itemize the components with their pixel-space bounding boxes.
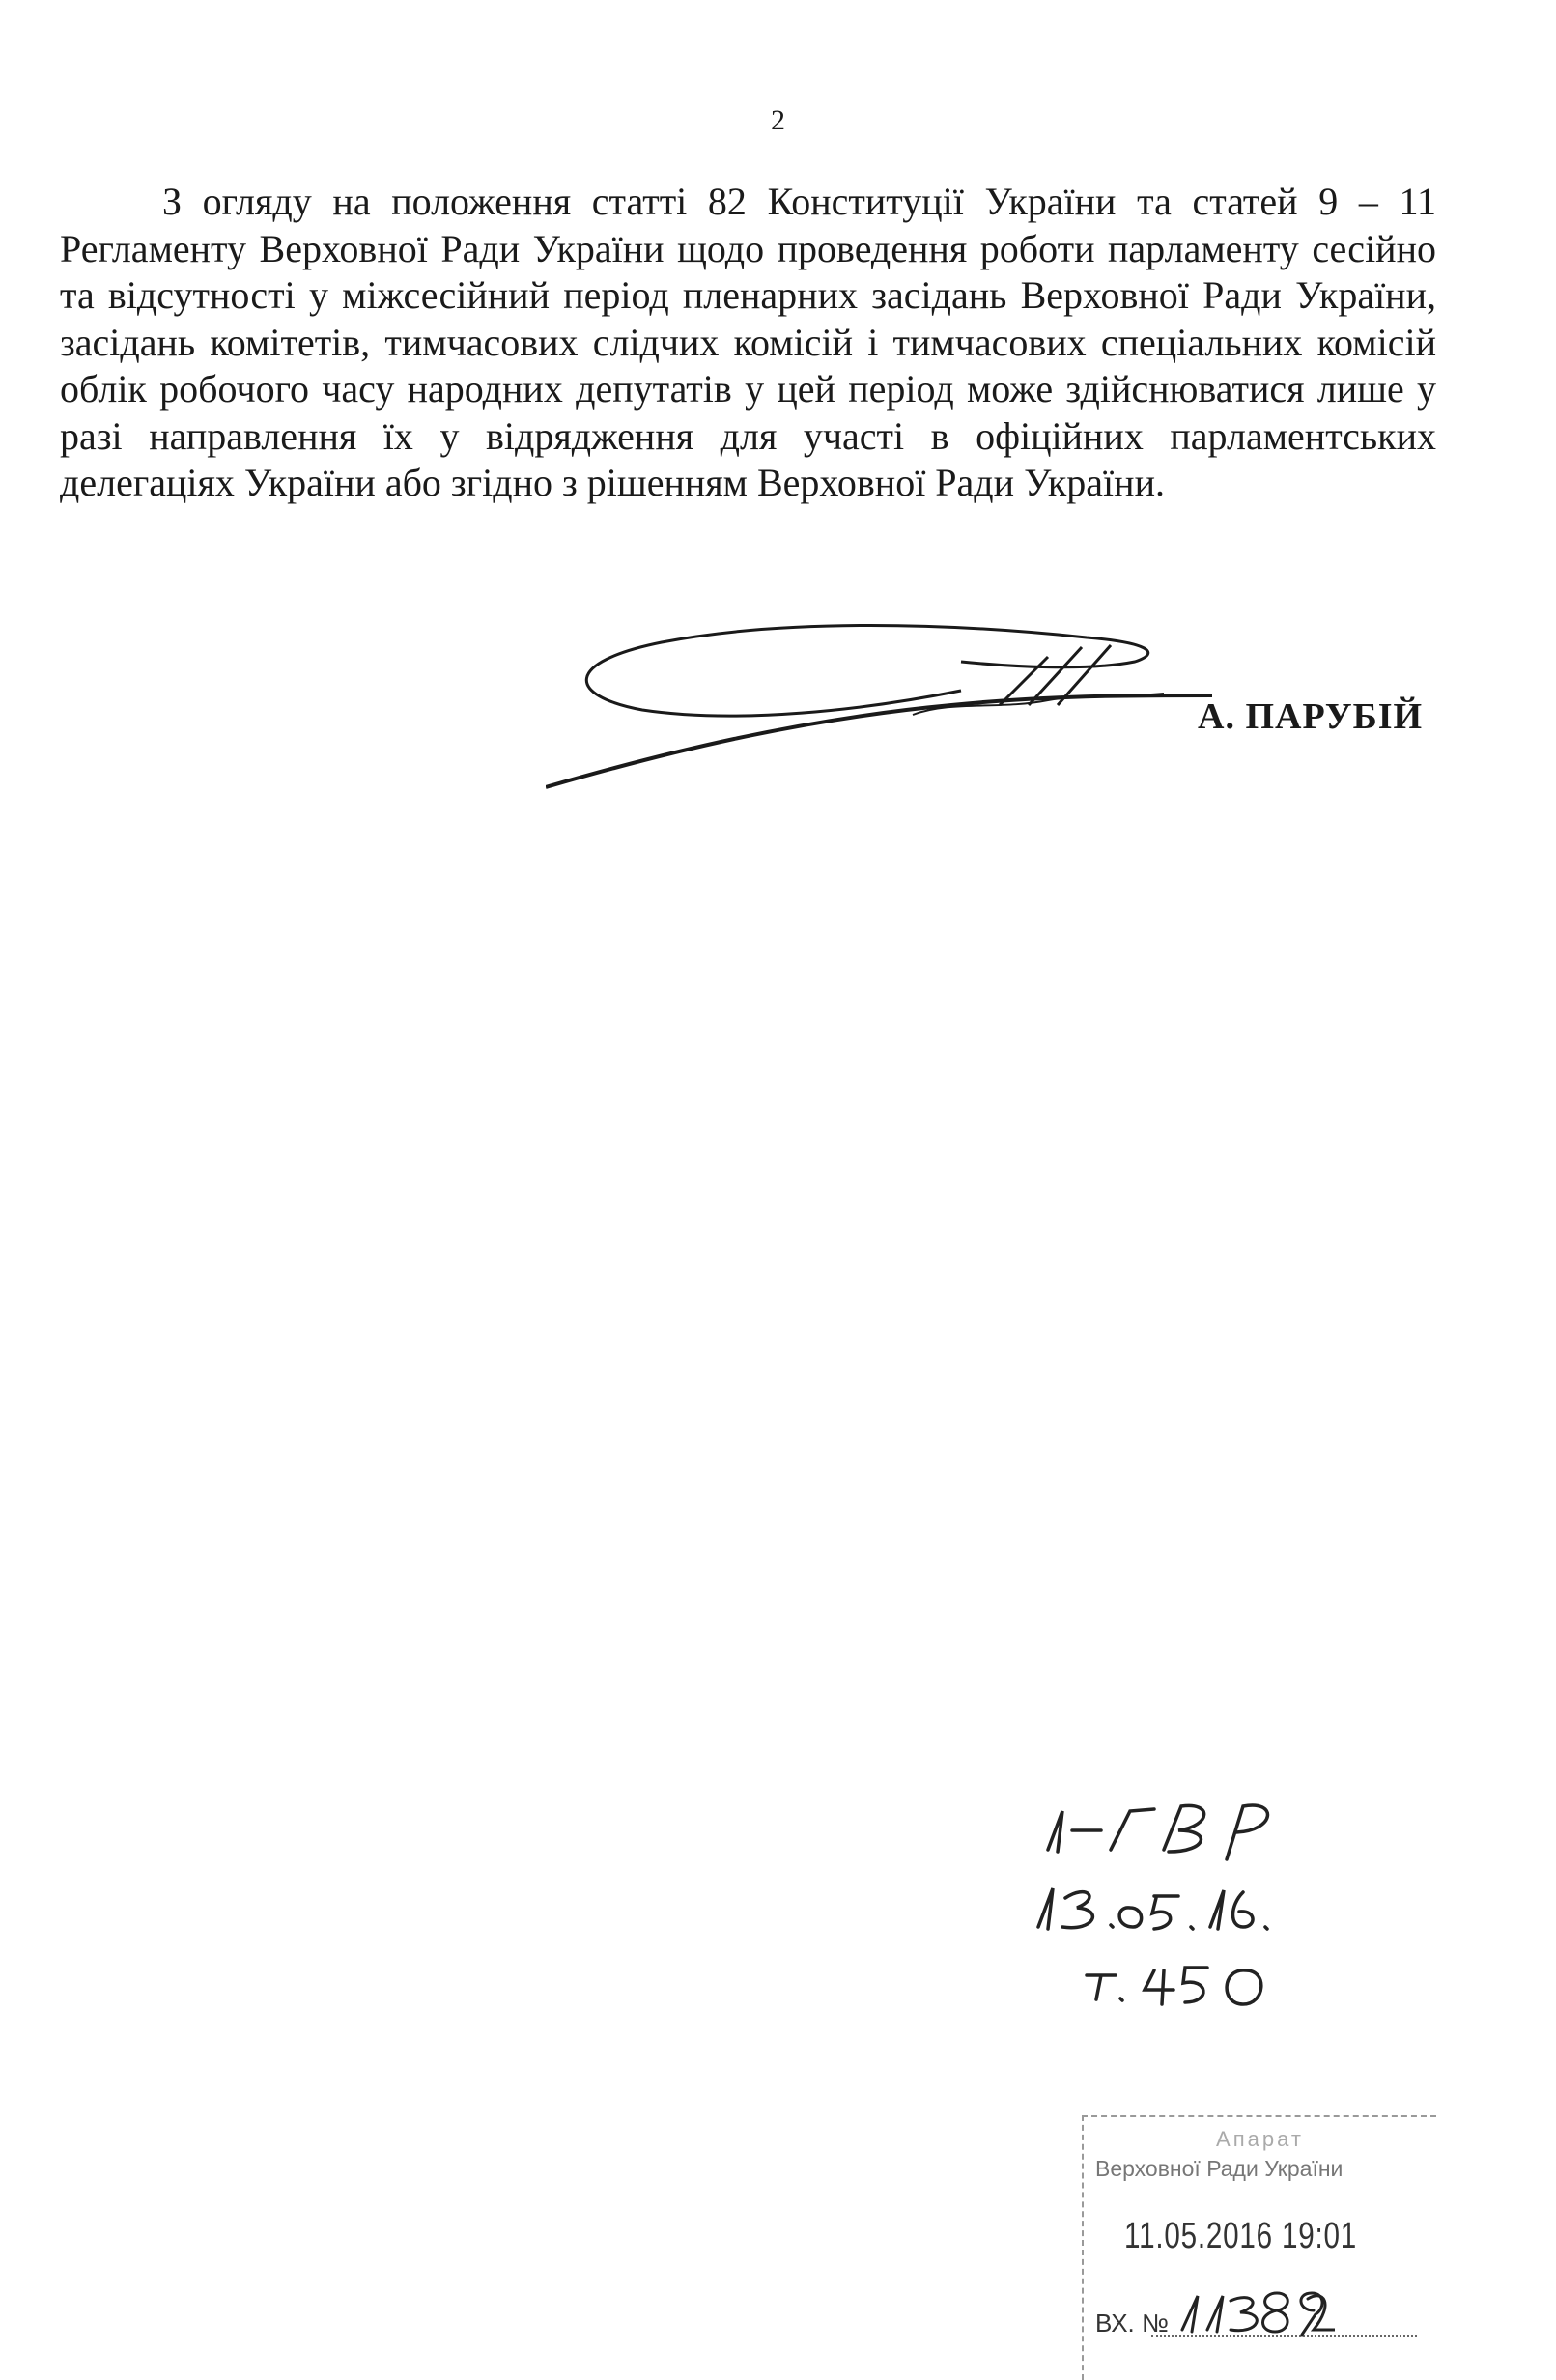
page-number: 2	[771, 104, 785, 136]
handwritten-line2	[1299, 1792, 1300, 1793]
stamp-org-line2: Верховної Ради України	[1095, 2156, 1344, 2181]
handwritten-note-image	[1019, 1792, 1299, 2014]
handwritten-note	[1019, 1792, 1299, 2014]
stamp-number-label: ВХ. №	[1095, 2309, 1169, 2338]
stamp-org-line1: Апарат	[1216, 2127, 1304, 2151]
stamp-datetime: 11.05.2016 19:01	[1124, 2216, 1358, 2256]
registration-stamp	[1082, 2115, 1436, 2380]
signer-name: А. ПАРУБІЙ	[1198, 696, 1424, 737]
body-paragraph: З огляду на положення статті 82 Конституції України та статей 9 – 11 Регламенту Верховної Ради України щодо проведення роботи парламенту сесійно та відсутності у міжсесійний період пленарних засідань Верховної Ради України, засідань комітетів, тимчасових слідчих комісій і тимчасових спеціальних комісій облік робочого часу народних депутатів у цей період може здійснюватися лише у разі направлення їх у відрядження для участі в офіційних парламентських делегаціях України або згідно з рішенням Верховної Ради України.	[60, 180, 1436, 504]
stamp-number-value	[1084, 2117, 1085, 2118]
handwritten-line1	[1299, 1792, 1300, 1793]
handwritten-line3	[1299, 1792, 1300, 1793]
signature-image	[546, 618, 1212, 792]
stamp-number-handwritten	[1171, 2281, 1335, 2339]
